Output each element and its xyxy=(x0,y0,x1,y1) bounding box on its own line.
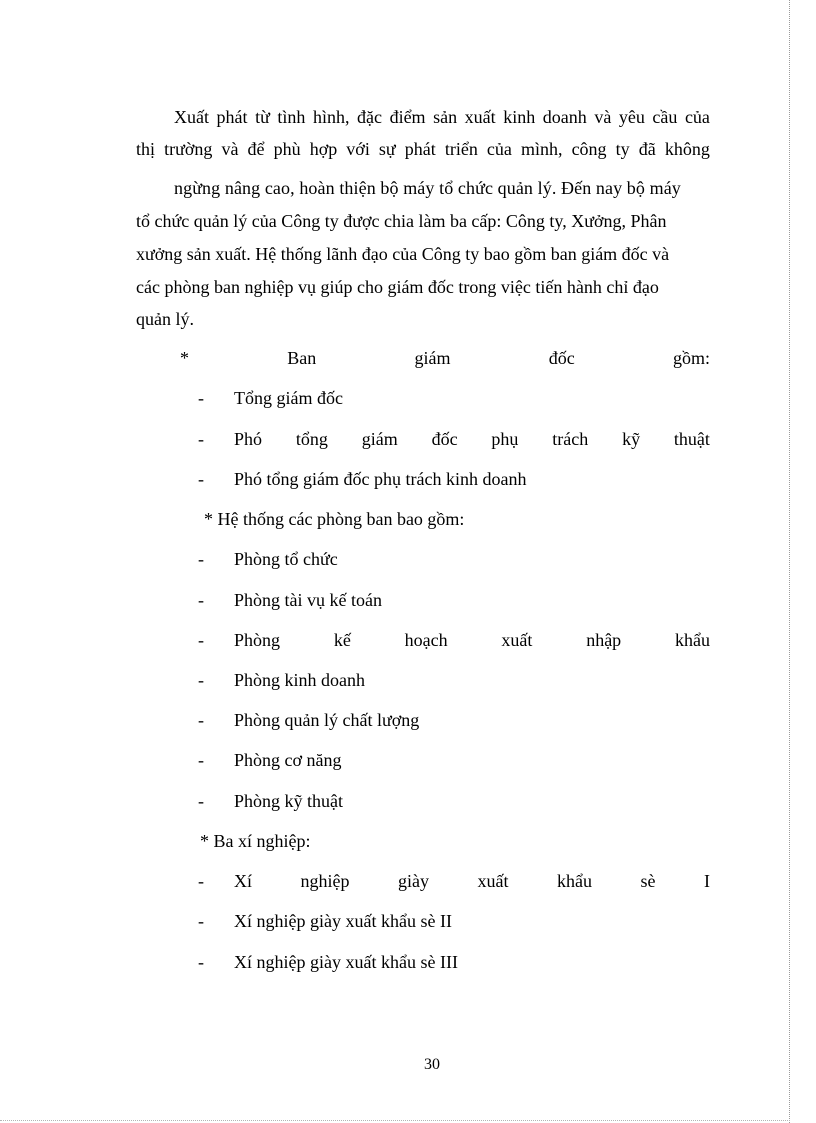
justified-word: điểm xyxy=(389,107,426,127)
justified-word: giám xyxy=(361,429,398,449)
list-dash: - xyxy=(198,388,204,408)
list-item: Phòng quản lý chất lượng xyxy=(234,710,420,730)
justified-word: công xyxy=(571,139,607,159)
justified-word: tình xyxy=(277,107,306,127)
justified-word: Xuất xyxy=(174,107,209,127)
paragraph-line-6: các phòng ban nghiệp vụ giúp cho giám đốc trong việc tiến hành chỉ đạo xyxy=(136,277,659,297)
justified-word: I xyxy=(704,871,710,891)
justified-word: sè xyxy=(640,871,656,891)
list-item: Phòng kỹ thuật xyxy=(234,791,344,811)
board-heading-word: đốc xyxy=(548,348,575,368)
justified-word: kinh xyxy=(503,107,536,127)
justified-word: hình, xyxy=(312,107,350,127)
justified-word: ty xyxy=(615,139,630,159)
paragraph-line-1 xyxy=(174,106,710,128)
list-dash: - xyxy=(198,791,204,811)
justified-word: và xyxy=(594,107,612,127)
list-dash: - xyxy=(198,429,204,449)
justified-word: của xyxy=(684,107,710,127)
justified-word: khẩu xyxy=(557,871,592,891)
justified-word: nghiệp xyxy=(300,871,350,891)
factories-heading: * Ba xí nghiệp: xyxy=(200,831,311,851)
justified-word: sản xyxy=(433,107,458,127)
list-item xyxy=(234,870,710,892)
page-number: 30 xyxy=(424,1056,440,1073)
justified-word: với xyxy=(346,139,370,159)
justified-word: cầu xyxy=(652,107,678,127)
paragraph-line-4: tổ chức quản lý của Công ty được chia làm ba cấp: Công ty, Xưởng, Phân xyxy=(136,211,667,231)
justified-word: phù xyxy=(273,139,301,159)
list-dash: - xyxy=(198,710,204,730)
justified-word: nhập xyxy=(586,630,622,650)
justified-word: giày xyxy=(398,871,429,891)
justified-word: kế xyxy=(333,630,351,650)
list-item: Phòng tổ chức xyxy=(234,549,338,569)
justified-word: để xyxy=(247,139,265,159)
justified-word: từ xyxy=(255,107,270,127)
justified-word: thuật xyxy=(673,429,710,449)
justified-word: Xí xyxy=(234,871,252,891)
departments-heading: * Hệ thống các phòng ban bao gồm: xyxy=(204,509,465,529)
justified-word: sự xyxy=(378,139,396,159)
justified-word: đã xyxy=(638,139,656,159)
list-item: Xí nghiệp giày xuất khẩu sè II xyxy=(234,911,452,931)
list-dash: - xyxy=(198,750,204,770)
list-dash: - xyxy=(198,469,204,489)
justified-word: tổng xyxy=(295,429,328,449)
list-dash: - xyxy=(198,911,204,931)
justified-word: của xyxy=(486,139,512,159)
list-item xyxy=(234,629,710,651)
justified-word: xuất xyxy=(477,871,509,891)
list-dash: - xyxy=(198,549,204,569)
board-heading-word: giám xyxy=(414,348,451,368)
justified-word: kỹ xyxy=(622,429,641,449)
list-dash: - xyxy=(198,871,204,891)
justified-word: hoạch xyxy=(404,630,448,650)
list-item: Xí nghiệp giày xuất khẩu sè III xyxy=(234,952,458,972)
justified-word: thị xyxy=(136,139,156,159)
justified-word: trường xyxy=(164,139,213,159)
justified-word: doanh xyxy=(542,107,587,127)
list-item: Tổng giám đốc xyxy=(234,388,343,408)
paragraph-line-5: xưởng sản xuất. Hệ thống lãnh đạo của Công ty bao gồm ban giám đốc và xyxy=(136,244,670,264)
justified-word: trách xyxy=(552,429,589,449)
justified-word: và xyxy=(221,139,239,159)
justified-word: phát xyxy=(404,139,436,159)
page-right-border xyxy=(789,0,790,1123)
list-item: Phòng kinh doanh xyxy=(234,670,366,690)
justified-word: Phó xyxy=(234,429,263,449)
justified-word: không xyxy=(664,139,710,159)
justified-word: yêu xyxy=(618,107,645,127)
list-dash: - xyxy=(198,670,204,690)
list-dash: - xyxy=(198,590,204,610)
justified-word: xuất xyxy=(501,630,533,650)
list-item: Phó tổng giám đốc phụ trách kinh doanh xyxy=(234,469,527,489)
board-heading-word: * xyxy=(180,348,189,368)
justified-word: đốc xyxy=(431,429,458,449)
justified-word: đặc xyxy=(357,107,383,127)
paragraph-line-2 xyxy=(136,138,710,160)
list-dash: - xyxy=(198,630,204,650)
list-item: Phòng tài vụ kế toán xyxy=(234,590,382,610)
justified-word: phụ xyxy=(491,429,519,449)
justified-word: phát xyxy=(216,107,248,127)
justified-word: hợp xyxy=(309,139,338,159)
justified-word: Phòng xyxy=(234,630,281,650)
paragraph-line-3: ngừng nâng cao, hoàn thiện bộ máy tổ chức quản lý. Đến nay bộ máy xyxy=(174,178,681,198)
justified-word: triển xyxy=(444,139,478,159)
page-bottom-border xyxy=(0,1120,790,1121)
list-item xyxy=(234,428,710,450)
paragraph-line-7: quản lý. xyxy=(136,309,194,329)
justified-word: khẩu xyxy=(674,630,710,650)
board-heading-word: gồm: xyxy=(672,348,710,368)
list-dash: - xyxy=(198,952,204,972)
board-heading xyxy=(180,347,710,369)
board-heading-word: Ban xyxy=(287,348,317,368)
justified-word: xuất xyxy=(464,107,496,127)
list-item: Phòng cơ năng xyxy=(234,750,342,770)
justified-word: mình, xyxy=(520,139,563,159)
